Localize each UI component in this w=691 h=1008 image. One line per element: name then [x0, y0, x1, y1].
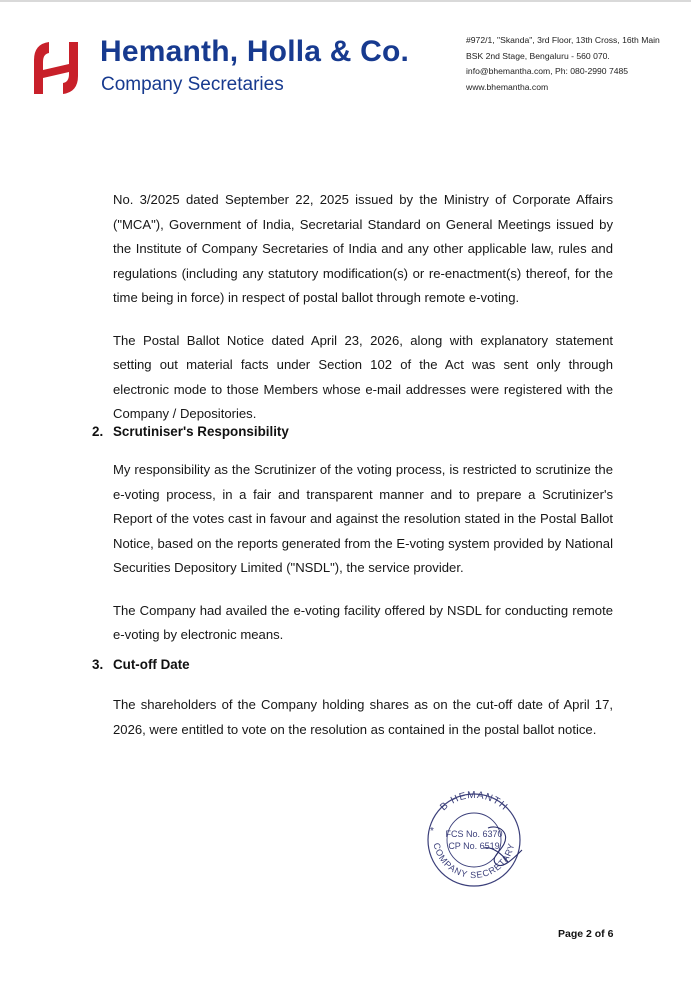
firm-logo-icon	[30, 38, 82, 98]
website-line: www.bhemantha.com	[466, 81, 549, 92]
address-line: #972/1, "Skanda", 3rd Floor, 13th Cross, 16th Main	[466, 35, 660, 45]
firm-subtitle: Company Secretaries	[101, 74, 284, 95]
firm-address-block	[466, 33, 681, 95]
section-number: 3.	[92, 657, 104, 672]
firm-name: Hemanth, Holla & Co.	[100, 35, 410, 68]
intro-paragraphs	[113, 188, 613, 427]
top-border-line	[0, 0, 691, 2]
contact-line: info@bhemantha.com, Ph: 080-2990 7485	[466, 66, 629, 76]
body-paragraph: No. 3/2025 dated September 22, 2025 issued by the Ministry of Corporate Affairs ("MCA"), Government of India, Secretarial Standard on General Meetings issued by the Institute of Company Secretaries of India and any other applicable law, rules and regulations (including any statutory modification(s) or re-enactment(s) thereof, for the time being in force) in respect of postal ballot through remote e-voting.	[113, 192, 613, 305]
page-number: Page 2 of 6	[558, 928, 614, 940]
section-2-body	[113, 458, 613, 648]
svg-text:COMPANY SECRETARY: COMPANY SECRETARY	[431, 841, 517, 881]
svg-text:FCS No. 6370: FCS No. 6370	[445, 829, 503, 839]
section-title: Scrutiniser's Responsibility	[113, 424, 289, 439]
body-paragraph: The shareholders of the Company holding shares as on the cut-off date of April 17, 2026, were entitled to vote on the resolution as contained in the postal ballot notice.	[113, 697, 613, 737]
body-paragraph: The Company had availed the e-voting facility offered by NSDL for conducting remote e-voting by electronic means.	[113, 602, 613, 642]
section-title: Cut-off Date	[113, 657, 190, 672]
body-paragraph: The Postal Ballot Notice dated April 23, 2026, along with explanatory statement setting out material facts under Section 102 of the Act was sent only through electronic mode to those Members whose e-mail addresses were registered with the Company / Depositories.	[113, 332, 613, 421]
address-line: BSK 2nd Stage, Bengaluru - 560 070.	[466, 50, 610, 61]
company-seal-stamp	[418, 788, 533, 893]
svg-text:CP No. 6519: CP No. 6519	[448, 841, 500, 851]
section-heading	[92, 657, 190, 672]
svg-text:*: *	[430, 826, 434, 837]
section-heading	[92, 424, 289, 439]
section-3-body	[113, 693, 613, 742]
body-paragraph: My responsibility as the Scrutinizer of the voting process, is restricted to scrutinize the e-voting process, in a fair and transparent manner and to prepare a Scrutinizer's Report of the votes cast in favour and against the resolution stated in the Postal Ballot Notice, based on the reports generated from the E-voting system provided by National Securities Depository Limited ("NSDL"), the service provider.	[113, 462, 613, 575]
svg-text:B HEMANTH: B HEMANTH	[438, 789, 510, 814]
section-number: 2.	[92, 424, 104, 439]
